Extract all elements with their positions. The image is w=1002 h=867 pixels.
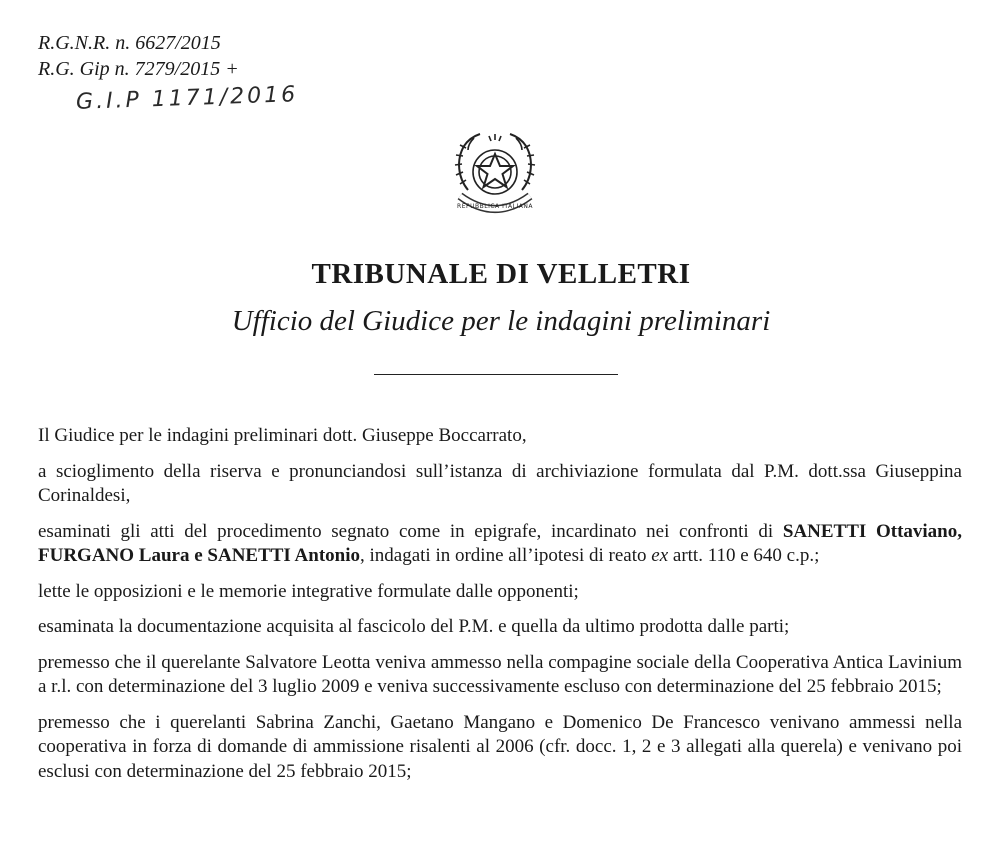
paragraph-atti-part-c: artt. 110 e 640 c.p.; [668, 545, 820, 566]
rgnr-number: R.G.N.R. n. 6627/2015 [38, 32, 221, 54]
document-body [38, 424, 962, 795]
emblem-ribbon-text: REPUBBLICA ITALIANA [457, 203, 533, 210]
paragraph-riserva: a scioglimento della riserva e pronunciandosi sull’istanza di archiviazione formulata dal P.M. dott.ssa Giuseppina Corinaldesi, [38, 460, 962, 506]
case-references [38, 30, 239, 82]
court-title: TRIBUNALE DI VELLETRI [311, 258, 691, 290]
paragraph-querelanti: premesso che i querelanti Sabrina Zanchi, Gaetano Mangano e Domenico De Francesco venivano ammessi nella cooperativa in forza di domande di ammissione risalenti al 2006 (cfr. docc. 1, 2 e 3 allegati alla querela) e venivano poi esclusi con determinazione del 25 febbraio 2015; [38, 711, 962, 782]
paragraph-documentazione: esaminata la documentazione acquisita al fascicolo del P.M. e quella da ultimo prodotta dalle parti; [38, 616, 790, 637]
paragraph-judge: Il Giudice per le indagini preliminari dott. Giuseppe Boccarrato, [38, 425, 527, 446]
paragraph-leotta: premesso che il querelante Salvatore Leotta veniva ammesso nella compagine sociale della Cooperativa Antica Lavinium a r.l. con determinazione del 3 luglio 2009 e veniva successivamente escluso con determinazione del 25 febbraio 2015; [38, 651, 962, 697]
office-title: Ufficio del Giudice per le indagini preliminari [231, 305, 771, 337]
paragraph-opposizioni: lette le opposizioni e le memorie integrative formulate dalle opponenti; [38, 580, 579, 602]
title-divider [374, 374, 618, 375]
handwritten-gip-note: G.I.P 1171/2016 [75, 82, 299, 115]
paragraph-atti-part-b: , indagati in ordine all’ipotesi di reato [360, 545, 652, 566]
paragraph-atti-part-a: esaminati gli atti del procedimento segnato come in epigrafe, incardinato nei confronti di [38, 520, 783, 542]
ex-word: ex [651, 545, 669, 566]
paragraph-atti [38, 520, 962, 569]
rg-gip-number: R.G. Gip n. 7279/2015 + [38, 58, 239, 80]
defendant-names: SANETTI Ottaviano, FURGANO Laura e SANETTI Antonio [38, 520, 963, 566]
